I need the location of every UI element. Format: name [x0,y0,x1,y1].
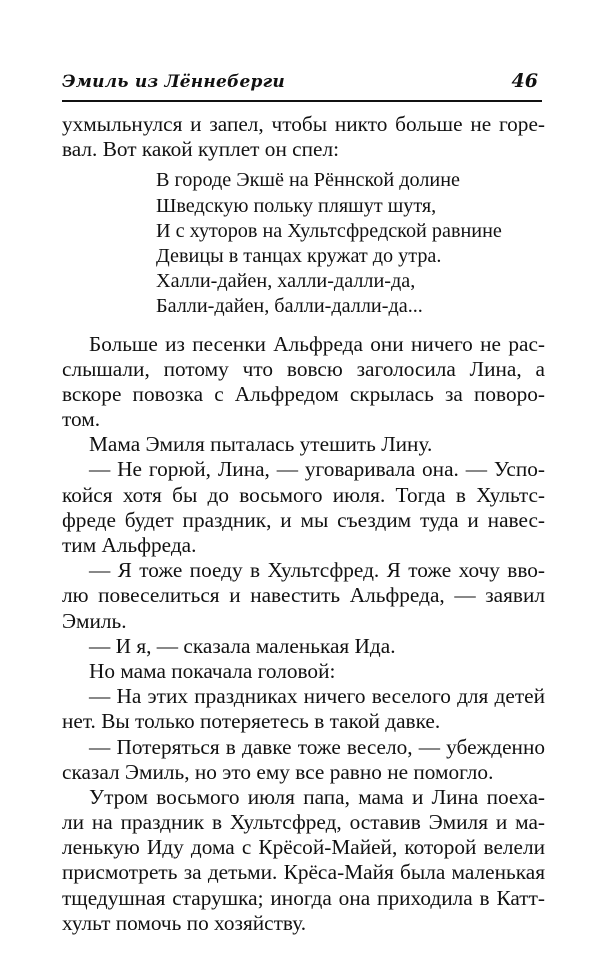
text-line: Мама Эмиля пыталась утешить Лину. [89,432,433,457]
verse-line: Шведскую польку пляшут шутя, [156,194,437,217]
text-line: — И я, — сказала маленькая Ида. [89,633,396,658]
page-header [62,66,542,106]
text-line: вал. Вот какой куплет он спел: [62,137,340,162]
text-line: слышали, потому что вовсю заголосила Лина, а [62,356,545,381]
text-line: вскоре повозка с Альфредом скрылась за поворо- [62,381,545,406]
text-line: ли на праздник в Хультсфред, оставив Эмиля и ма- [62,810,545,835]
song-verse [62,168,545,319]
body-text [62,112,545,936]
text-line: лю повеселиться и навестить Альфреда, — заявил [62,583,545,608]
text-line: — Не горюй, Лина, — уговаривала она. — Успо- [89,457,545,482]
text-line: присмотреть за детьми. Крёса-Майя была маленькая [62,860,545,885]
text-line: фреде будет праздник, и мы съездим туда и навес- [62,507,545,532]
header-rule [62,100,542,102]
verse-line: И с хуторов на Хультсфредской равнине [156,219,502,242]
text-line: хульт помочь по хозяйству. [62,910,307,935]
verse-line: Балли-дайен, балли-далли-да... [156,295,423,318]
text-line: ленькую Иду дома с Крёсой-Майей, которой велели [62,835,545,860]
text-line: — На этих праздниках ничего веселого для детей [89,684,545,709]
text-line: тщедушная старушка; иногда она приходила в Катт- [62,885,545,910]
text-line: том. [62,407,101,432]
verse-line: Халли-дайен, халли-далли-да, [156,270,416,293]
text-line: ухмыльнулся и запел, чтобы никто больше не горе- [62,112,545,136]
text-line: тим Альфреда. [62,533,197,557]
text-line: — Я тоже поеду в Хультсфред. Я тоже хочу вво- [89,558,545,583]
text-line: сказал Эмиль, но это ему все равно не помогло. [62,759,494,784]
text-line: Эмиль. [62,608,127,633]
verse-line: В городе Экшё на Рённской долине [156,169,460,192]
verse-line: Девицы в танцах кружат до утра. [156,244,442,267]
text-line: Утром восьмого июля папа, мама и Лина поеха- [89,784,545,809]
text-line: Больше из песенки Альфреда они ничего не рас- [89,331,545,356]
text-line: нет. Вы только потеряетесь в такой давке. [62,709,441,734]
text-line: койся хотя бы до восьмого июля. Тогда в Хультс- [62,482,545,507]
text-line: Но мама покачала головой: [89,658,336,683]
page-number: 46 [511,70,538,92]
running-title: Эмиль из Лённеберги [62,72,285,92]
text-line: — Потеряться в давке тоже весело, — убежденно [89,734,545,759]
